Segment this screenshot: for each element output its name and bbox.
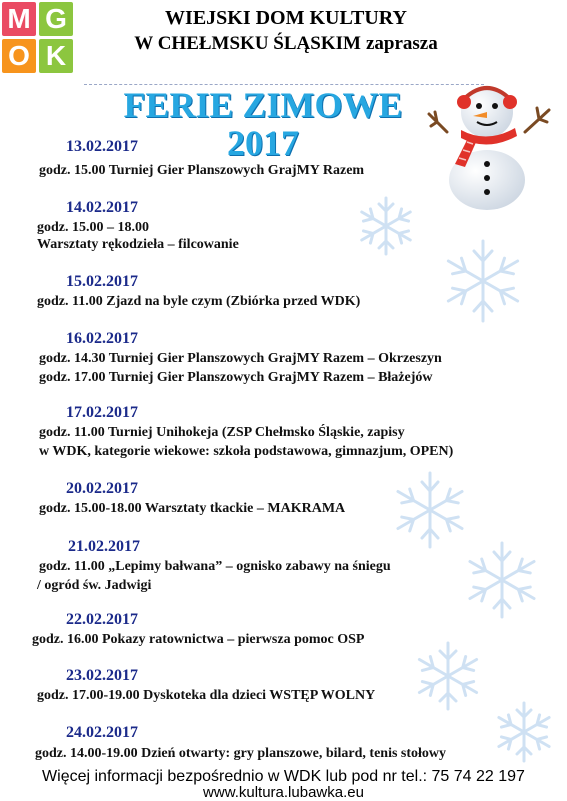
header-line-2 [86,31,486,56]
snowflake-icon [440,238,526,324]
event-line: godz. 14.30 Turniej Gier Planszowych GrajMY Razem – Okrzeszyn [39,351,442,366]
header-line-1: WIEJSKI DOM KULTURY [165,7,407,29]
header [86,6,486,56]
mgok-logo [2,2,74,74]
event-line: godz. 11.00 Turniej Unihokeja (ZSP Chełmsko Śląskie, zapisy [39,425,405,440]
event-date: 13.02.2017 [66,138,138,155]
event-line: godz. 17.00 Turniej Gier Planszowych GrajMY Razem – Błażejów [39,370,433,385]
snowflake-icon [492,700,556,764]
snowflake-icon [355,195,417,257]
event-line: / ogród św. Jadwigi [37,578,152,593]
event-line: godz. 15.00 – 18.00 [37,220,149,235]
header-line-2-main: W CHEŁMSKU ŚLĄSKIM [134,33,361,54]
event-date: 17.02.2017 [66,404,138,421]
logo-letter-o: O [2,39,36,73]
event-date: 22.02.2017 [66,611,138,628]
event-date: 14.02.2017 [66,199,138,216]
snowflake-icon [390,470,470,550]
event-line: w WDK, kategorie wiekowe: szkoła podstawowa, gimnazjum, OPEN) [39,444,454,459]
snowflake-icon [412,640,484,712]
event-line: godz. 11.00 „Lepimy bałwana” – ognisko zabawy na śniegu [39,559,391,574]
footer-website-link[interactable]: www.kultura.lubawka.eu [203,784,364,801]
event-date: 24.02.2017 [66,724,138,741]
title-line-2: 2017 [227,123,299,163]
event-line: godz. 14.00-19.00 Dzień otwarty: gry planszowe, bilard, tenis stołowy [35,746,447,761]
event-line: godz. 16.00 Pokazy ratownictwa – pierwsza pomoc OSP [32,632,365,647]
title-line-1: FERIE ZIMOWE [123,85,403,125]
event-line: godz. 17.00-19.00 Dyskoteka dla dzieci WSTĘP WOLNY [37,688,376,703]
event-date: 23.02.2017 [66,667,138,684]
event-date: 20.02.2017 [66,480,138,497]
snowflake-icon [462,540,542,620]
snowman-icon [425,72,555,212]
event-line: Warsztaty rękodzieła – filcowanie [37,237,239,252]
header-line-2-suffix: zaprasza [365,33,438,54]
event-line: godz. 15.00-18.00 Warsztaty tkackie – MAKRAMA [39,501,346,516]
logo-letter-k: K [39,39,73,73]
event-date: 16.02.2017 [66,330,138,347]
event-line: godz. 15.00 Turniej Gier Planszowych GrajMY Razem [39,163,365,178]
logo-letter-g: G [39,2,73,36]
event-line: godz. 11.00 Zjazd na byle czym (Zbiórka przed WDK) [37,294,361,309]
event-date: 21.02.2017 [68,538,140,555]
footer-info: Więcej informacji bezpośrednio w WDK lub pod nr tel.: 75 74 22 197 [42,768,525,785]
logo-letter-m: M [2,2,36,36]
page-title [98,86,428,162]
event-date: 15.02.2017 [66,273,138,290]
